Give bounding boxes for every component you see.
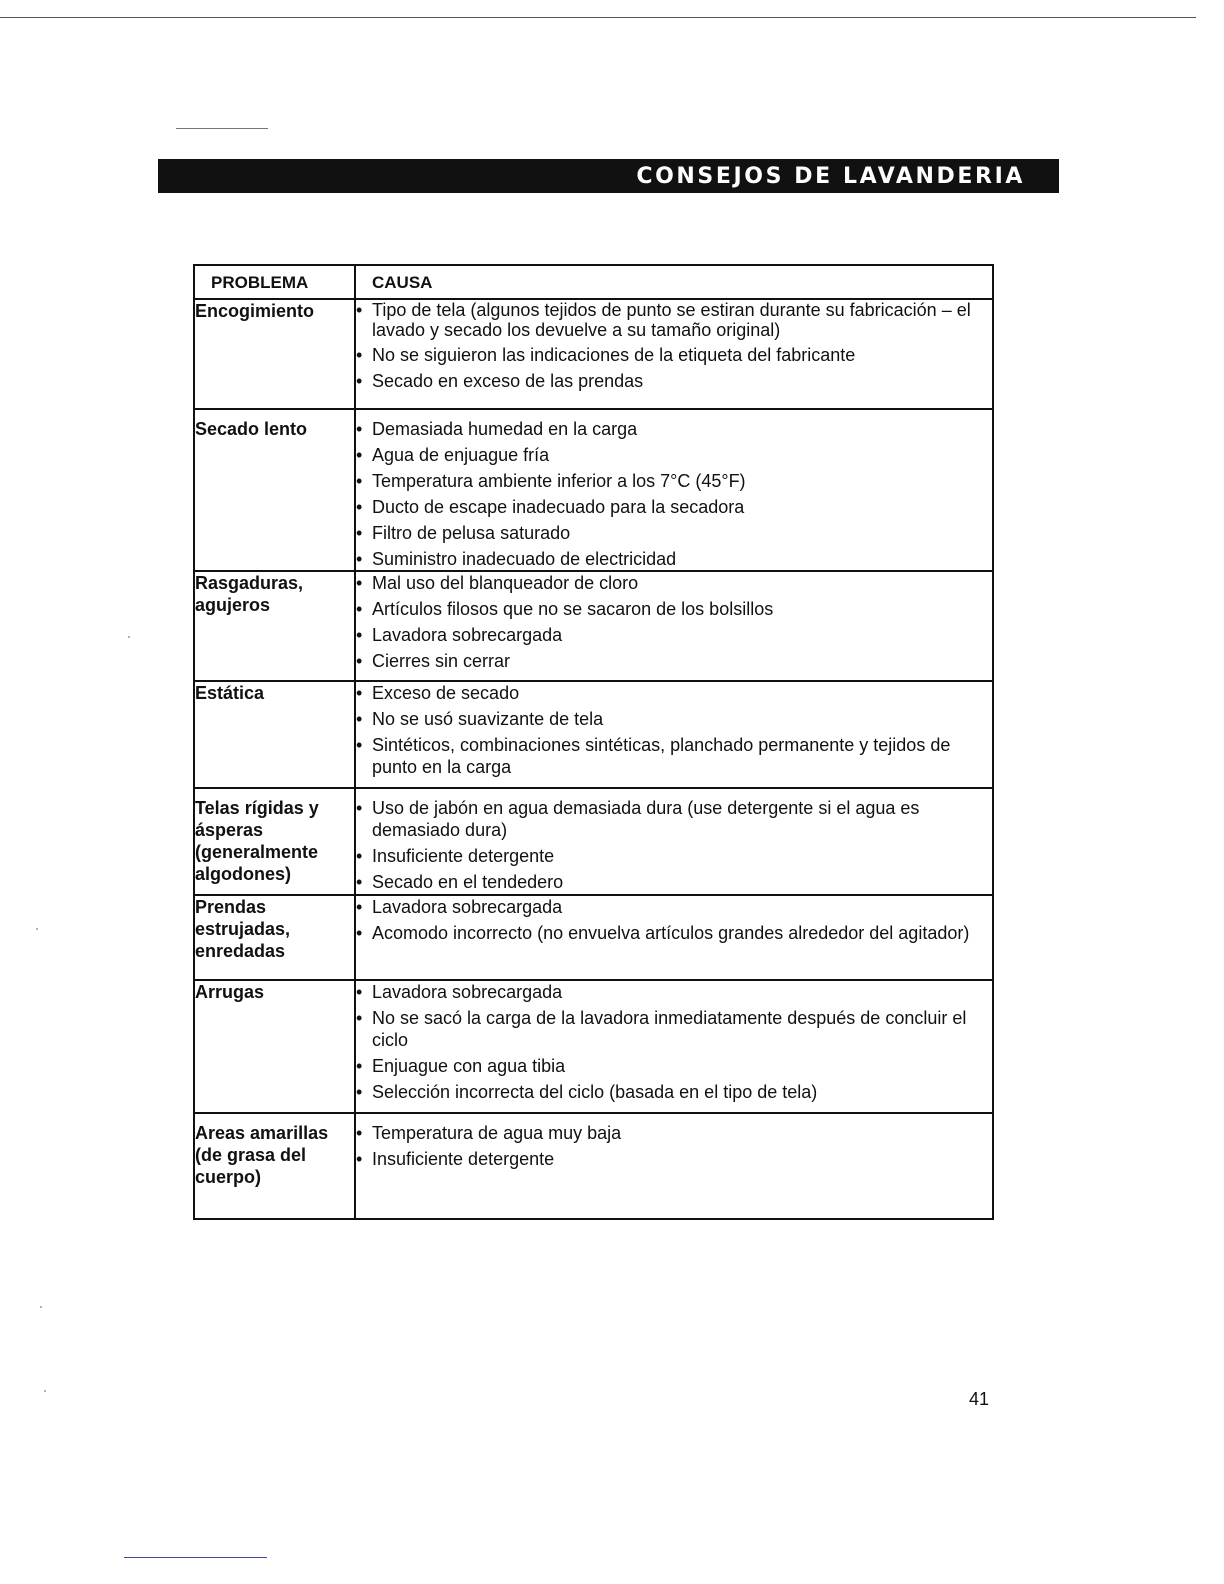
table-row <box>194 980 993 1113</box>
cause-cell <box>355 571 993 681</box>
cause-item: • Filtro de pelusa saturado <box>356 522 992 544</box>
problem-cell: Encogimiento <box>194 299 355 409</box>
cause-item: • Tipo de tela (algunos tejidos de punto se estiran durante su fabricación – el lavado y secado los devuelve a su tamaño original) <box>356 300 992 340</box>
cause-cell <box>355 681 993 788</box>
cause-item: • Secado en exceso de las prendas <box>356 370 992 392</box>
cause-item: • Insuficiente detergente <box>356 845 992 867</box>
cause-item: • Temperatura de agua muy baja <box>356 1122 992 1144</box>
cause-item: • Ducto de escape inadecuado para la secadora <box>356 496 992 518</box>
cause-list <box>356 682 992 778</box>
cause-item: • Lavadora sobrecargada <box>356 981 992 1003</box>
cause-cell <box>355 1113 993 1219</box>
cause-item: • Acomodo incorrecto (no envuelva artículos grandes alrededor del agitador) <box>356 922 992 944</box>
table-row <box>194 681 993 788</box>
table-row <box>194 571 993 681</box>
cause-item: • No se sacó la carga de la lavadora inmediatamente después de concluir el ciclo <box>356 1007 992 1051</box>
short-rule <box>176 128 268 129</box>
cause-cell <box>355 895 993 980</box>
problem-cell: Telas rígidas y ásperas (generalmente algodones) <box>194 788 355 895</box>
cause-item: • Lavadora sobrecargada <box>356 896 992 918</box>
cause-item: • Cierres sin cerrar <box>356 650 992 672</box>
problem-cell: Prendas estrujadas, enredadas <box>194 895 355 980</box>
cause-list <box>356 896 992 944</box>
scan-speck <box>44 1390 46 1392</box>
cause-item: • Demasiada humedad en la carga <box>356 418 992 440</box>
column-header-cause: CAUSA <box>355 265 993 299</box>
laundry-tips-table <box>193 264 994 1220</box>
table-row <box>194 299 993 409</box>
cause-item: • Temperatura ambiente inferior a los 7°C (45°F) <box>356 470 992 492</box>
cause-list <box>356 1122 992 1170</box>
table-row <box>194 895 993 980</box>
cause-list <box>356 797 992 893</box>
cause-cell <box>355 409 993 571</box>
scan-speck <box>40 1306 42 1308</box>
problem-cell: Rasgaduras, agujeros <box>194 571 355 681</box>
cause-item: • Suministro inadecuado de electricidad <box>356 548 992 570</box>
cause-item: • Sintéticos, combinaciones sintéticas, planchado permanente y tejidos de punto en la carga <box>356 734 992 778</box>
cause-item: • Exceso de secado <box>356 682 992 704</box>
cause-item: • Artículos filosos que no se sacaron de los bolsillos <box>356 598 992 620</box>
cause-item: • Selección incorrecta del ciclo (basada en el tipo de tela) <box>356 1081 992 1103</box>
cause-item: • No se usó suavizante de tela <box>356 708 992 730</box>
section-banner <box>158 159 1059 193</box>
problem-cell: Estática <box>194 681 355 788</box>
table-row <box>194 1113 993 1219</box>
column-header-problem: PROBLEMA <box>194 265 355 299</box>
cause-list <box>356 418 992 570</box>
cause-item: • Agua de enjuague fría <box>356 444 992 466</box>
cause-cell <box>355 299 993 409</box>
cause-item: • Enjuague con agua tibia <box>356 1055 992 1077</box>
page-number: 41 <box>969 1389 990 1409</box>
cause-item: • Lavadora sobrecargada <box>356 624 992 646</box>
cause-list <box>356 572 992 672</box>
table-header-row <box>194 265 993 299</box>
cause-item: • No se siguieron las indicaciones de la etiqueta del fabricante <box>356 344 992 366</box>
cause-item: • Secado en el tendedero <box>356 871 992 893</box>
table-row <box>194 409 993 571</box>
problem-cell: Areas amarillas (de grasa del cuerpo) <box>194 1113 355 1219</box>
cause-item: • Uso de jabón en agua demasiada dura (use detergente si el agua es demasiado dura) <box>356 797 992 841</box>
table-row <box>194 788 993 895</box>
section-title: CONSEJOS DE LAVANDERIA <box>636 163 1025 189</box>
cause-list <box>356 300 992 392</box>
scan-speck <box>36 928 38 930</box>
bottom-rule <box>124 1557 267 1558</box>
scan-speck <box>128 636 130 638</box>
cause-cell <box>355 980 993 1113</box>
top-rule <box>0 17 1196 18</box>
problem-cell: Secado lento <box>194 409 355 571</box>
problem-cell: Arrugas <box>194 980 355 1113</box>
cause-list <box>356 981 992 1103</box>
cause-item: • Insuficiente detergente <box>356 1148 992 1170</box>
cause-cell <box>355 788 993 895</box>
cause-item: • Mal uso del blanqueador de cloro <box>356 572 992 594</box>
